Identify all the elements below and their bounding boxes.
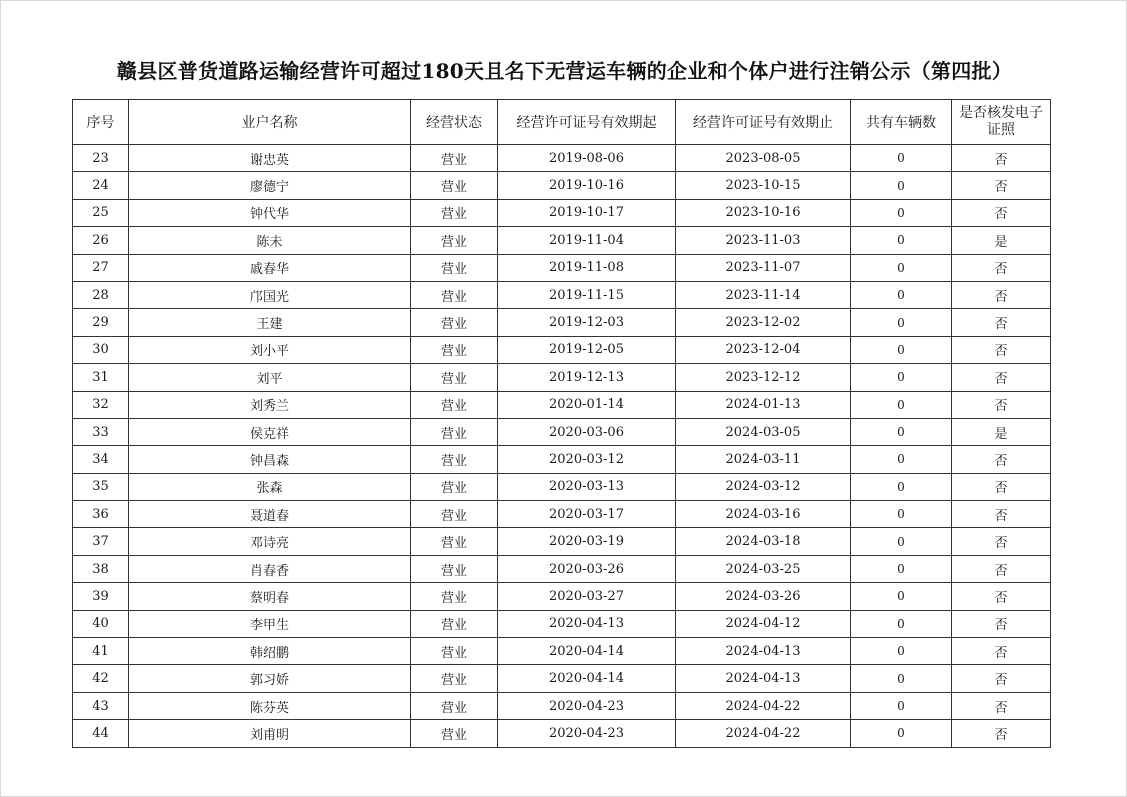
cell-vehicle-count: 0 [851,665,952,692]
cell-seq: 33 [73,418,129,445]
cell-status: 营业 [411,199,498,226]
cell-valid-from: 2019-12-03 [498,309,676,336]
cell-seq: 41 [73,638,129,665]
cell-e-license: 否 [952,638,1051,665]
cell-e-license: 否 [952,501,1051,528]
cell-e-license: 否 [952,720,1051,747]
cell-status: 营业 [411,501,498,528]
cell-status: 营业 [411,309,498,336]
cell-valid-from: 2019-11-04 [498,227,676,254]
header-seq: 序号 [73,100,129,145]
cell-status: 营业 [411,610,498,637]
cell-status: 营业 [411,418,498,445]
cell-e-license: 否 [952,473,1051,500]
cell-vehicle-count: 0 [851,227,952,254]
cell-vehicle-count: 0 [851,638,952,665]
cell-valid-to: 2024-04-22 [676,692,851,719]
cell-e-license: 否 [952,446,1051,473]
cell-vehicle-count: 0 [851,391,952,418]
cell-e-license: 否 [952,309,1051,336]
cell-name: 张森 [129,473,411,500]
cell-name: 王建 [129,309,411,336]
cell-valid-to: 2023-11-03 [676,227,851,254]
table-row [73,583,1051,610]
header-vehicle-count: 共有车辆数 [851,100,952,145]
cell-vehicle-count: 0 [851,418,952,445]
cell-valid-from: 2020-03-12 [498,446,676,473]
header-valid-to: 经营许可证号有效期止 [676,100,851,145]
cell-valid-to: 2024-03-11 [676,446,851,473]
cell-status: 营业 [411,638,498,665]
cell-status: 营业 [411,665,498,692]
cell-e-license: 否 [952,336,1051,363]
cell-seq: 27 [73,254,129,281]
cell-vehicle-count: 0 [851,610,952,637]
cell-name: 钟代华 [129,199,411,226]
cell-vehicle-count: 0 [851,692,952,719]
cell-name: 陈未 [129,227,411,254]
header-name: 业户名称 [129,100,411,145]
table-row [73,281,1051,308]
table-row [73,227,1051,254]
cell-e-license: 是 [952,418,1051,445]
cell-seq: 35 [73,473,129,500]
cell-name: 郭习娇 [129,665,411,692]
header-valid-from: 经营许可证号有效期起 [498,100,676,145]
cell-valid-to: 2024-03-25 [676,555,851,582]
cell-status: 营业 [411,364,498,391]
cell-name: 韩绍鹏 [129,638,411,665]
table-row [73,610,1051,637]
cell-valid-from: 2019-12-13 [498,364,676,391]
cell-valid-to: 2023-12-12 [676,364,851,391]
cell-e-license: 否 [952,555,1051,582]
cell-valid-to: 2024-04-12 [676,610,851,637]
cell-valid-to: 2024-03-18 [676,528,851,555]
cell-seq: 26 [73,227,129,254]
cell-valid-from: 2020-04-23 [498,692,676,719]
cell-name: 谢忠英 [129,145,411,172]
cell-vehicle-count: 0 [851,720,952,747]
cell-status: 营业 [411,227,498,254]
cell-vehicle-count: 0 [851,281,952,308]
cell-valid-to: 2023-11-14 [676,281,851,308]
cell-valid-from: 2020-03-17 [498,501,676,528]
table-row [73,446,1051,473]
cell-status: 营业 [411,720,498,747]
table-row [73,418,1051,445]
cell-valid-from: 2019-10-16 [498,172,676,199]
table-row [73,720,1051,747]
cell-seq: 25 [73,199,129,226]
cell-seq: 40 [73,610,129,637]
cell-e-license: 否 [952,281,1051,308]
cell-e-license: 否 [952,172,1051,199]
cell-e-license: 否 [952,145,1051,172]
table-row [73,145,1051,172]
cell-vehicle-count: 0 [851,528,952,555]
cell-vehicle-count: 0 [851,145,952,172]
table-row [73,364,1051,391]
cell-valid-from: 2020-04-13 [498,610,676,637]
cell-valid-to: 2024-04-22 [676,720,851,747]
cell-seq: 39 [73,583,129,610]
cell-name: 钟昌森 [129,446,411,473]
cell-seq: 44 [73,720,129,747]
cell-status: 营业 [411,473,498,500]
cell-valid-from: 2019-11-08 [498,254,676,281]
cell-name: 戚春华 [129,254,411,281]
cell-seq: 30 [73,336,129,363]
cell-seq: 23 [73,145,129,172]
cell-valid-from: 2019-08-06 [498,145,676,172]
cell-e-license: 否 [952,254,1051,281]
cell-e-license: 否 [952,199,1051,226]
cell-name: 邝国光 [129,281,411,308]
table-row [73,528,1051,555]
cell-name: 陈芬英 [129,692,411,719]
cell-seq: 28 [73,281,129,308]
table-row [73,336,1051,363]
cell-name: 肖春香 [129,555,411,582]
cell-name: 刘小平 [129,336,411,363]
cell-seq: 29 [73,309,129,336]
cell-valid-to: 2023-10-15 [676,172,851,199]
cell-valid-from: 2019-11-15 [498,281,676,308]
cell-status: 营业 [411,446,498,473]
header-e-license: 是否核发电子证照 [952,100,1051,145]
cell-vehicle-count: 0 [851,501,952,528]
cell-status: 营业 [411,281,498,308]
cell-valid-from: 2020-03-19 [498,528,676,555]
cell-seq: 42 [73,665,129,692]
cell-valid-from: 2019-12-05 [498,336,676,363]
cell-status: 营业 [411,172,498,199]
table-row [73,473,1051,500]
cell-valid-to: 2023-12-02 [676,309,851,336]
cell-vehicle-count: 0 [851,172,952,199]
cell-valid-to: 2024-03-05 [676,418,851,445]
table-row [73,391,1051,418]
table-row [73,172,1051,199]
cell-seq: 36 [73,501,129,528]
table-row [73,199,1051,226]
cell-status: 营业 [411,555,498,582]
table-row [73,665,1051,692]
cell-vehicle-count: 0 [851,555,952,582]
table-header-row [73,100,1051,145]
cell-vehicle-count: 0 [851,199,952,226]
cell-e-license: 否 [952,610,1051,637]
cell-seq: 38 [73,555,129,582]
cell-valid-from: 2020-04-23 [498,720,676,747]
cell-vehicle-count: 0 [851,309,952,336]
cell-valid-to: 2024-03-12 [676,473,851,500]
cell-status: 营业 [411,528,498,555]
cell-name: 刘甫明 [129,720,411,747]
cell-vehicle-count: 0 [851,364,952,391]
cell-name: 李甲生 [129,610,411,637]
cell-status: 营业 [411,583,498,610]
cell-valid-to: 2024-03-16 [676,501,851,528]
cell-seq: 31 [73,364,129,391]
cell-status: 营业 [411,254,498,281]
table-body [73,145,1051,748]
cell-name: 刘平 [129,364,411,391]
cell-e-license: 否 [952,391,1051,418]
cell-valid-to: 2023-11-07 [676,254,851,281]
cell-valid-from: 2020-01-14 [498,391,676,418]
cell-seq: 32 [73,391,129,418]
cell-e-license: 否 [952,665,1051,692]
cell-valid-to: 2024-03-26 [676,583,851,610]
cell-seq: 43 [73,692,129,719]
cell-valid-to: 2024-04-13 [676,665,851,692]
cell-e-license: 否 [952,692,1051,719]
cell-name: 刘秀兰 [129,391,411,418]
cell-name: 侯克祥 [129,418,411,445]
cell-valid-from: 2020-03-26 [498,555,676,582]
document-title: 赣县区普货道路运输经营许可超过180天且名下无营运车辆的企业和个体户进行注销公示（第四批） [116,59,1013,83]
cell-e-license: 是 [952,227,1051,254]
cell-e-license: 否 [952,583,1051,610]
cell-valid-from: 2020-03-06 [498,418,676,445]
cell-valid-from: 2020-04-14 [498,638,676,665]
cell-status: 营业 [411,145,498,172]
cell-seq: 37 [73,528,129,555]
cell-valid-to: 2024-01-13 [676,391,851,418]
cell-status: 营业 [411,336,498,363]
cell-name: 聂道春 [129,501,411,528]
table-row [73,638,1051,665]
notice-table [72,99,1051,748]
cell-vehicle-count: 0 [851,446,952,473]
header-status: 经营状态 [411,100,498,145]
cell-valid-to: 2023-08-05 [676,145,851,172]
cell-seq: 24 [73,172,129,199]
table-row [73,254,1051,281]
cell-valid-from: 2019-10-17 [498,199,676,226]
cell-valid-from: 2020-04-14 [498,665,676,692]
cell-e-license: 否 [952,528,1051,555]
cell-status: 营业 [411,391,498,418]
table-row [73,692,1051,719]
cell-vehicle-count: 0 [851,583,952,610]
cell-vehicle-count: 0 [851,336,952,363]
cell-e-license: 否 [952,364,1051,391]
cell-valid-from: 2020-03-27 [498,583,676,610]
cell-name: 廖德宁 [129,172,411,199]
table-row [73,555,1051,582]
table-row [73,309,1051,336]
cell-name: 蔡明春 [129,583,411,610]
cell-valid-to: 2024-04-13 [676,638,851,665]
cell-vehicle-count: 0 [851,254,952,281]
cell-vehicle-count: 0 [851,473,952,500]
cell-valid-from: 2020-03-13 [498,473,676,500]
cell-seq: 34 [73,446,129,473]
table-row [73,501,1051,528]
cell-name: 邓诗亮 [129,528,411,555]
cell-valid-to: 2023-12-04 [676,336,851,363]
cell-valid-to: 2023-10-16 [676,199,851,226]
cell-status: 营业 [411,692,498,719]
